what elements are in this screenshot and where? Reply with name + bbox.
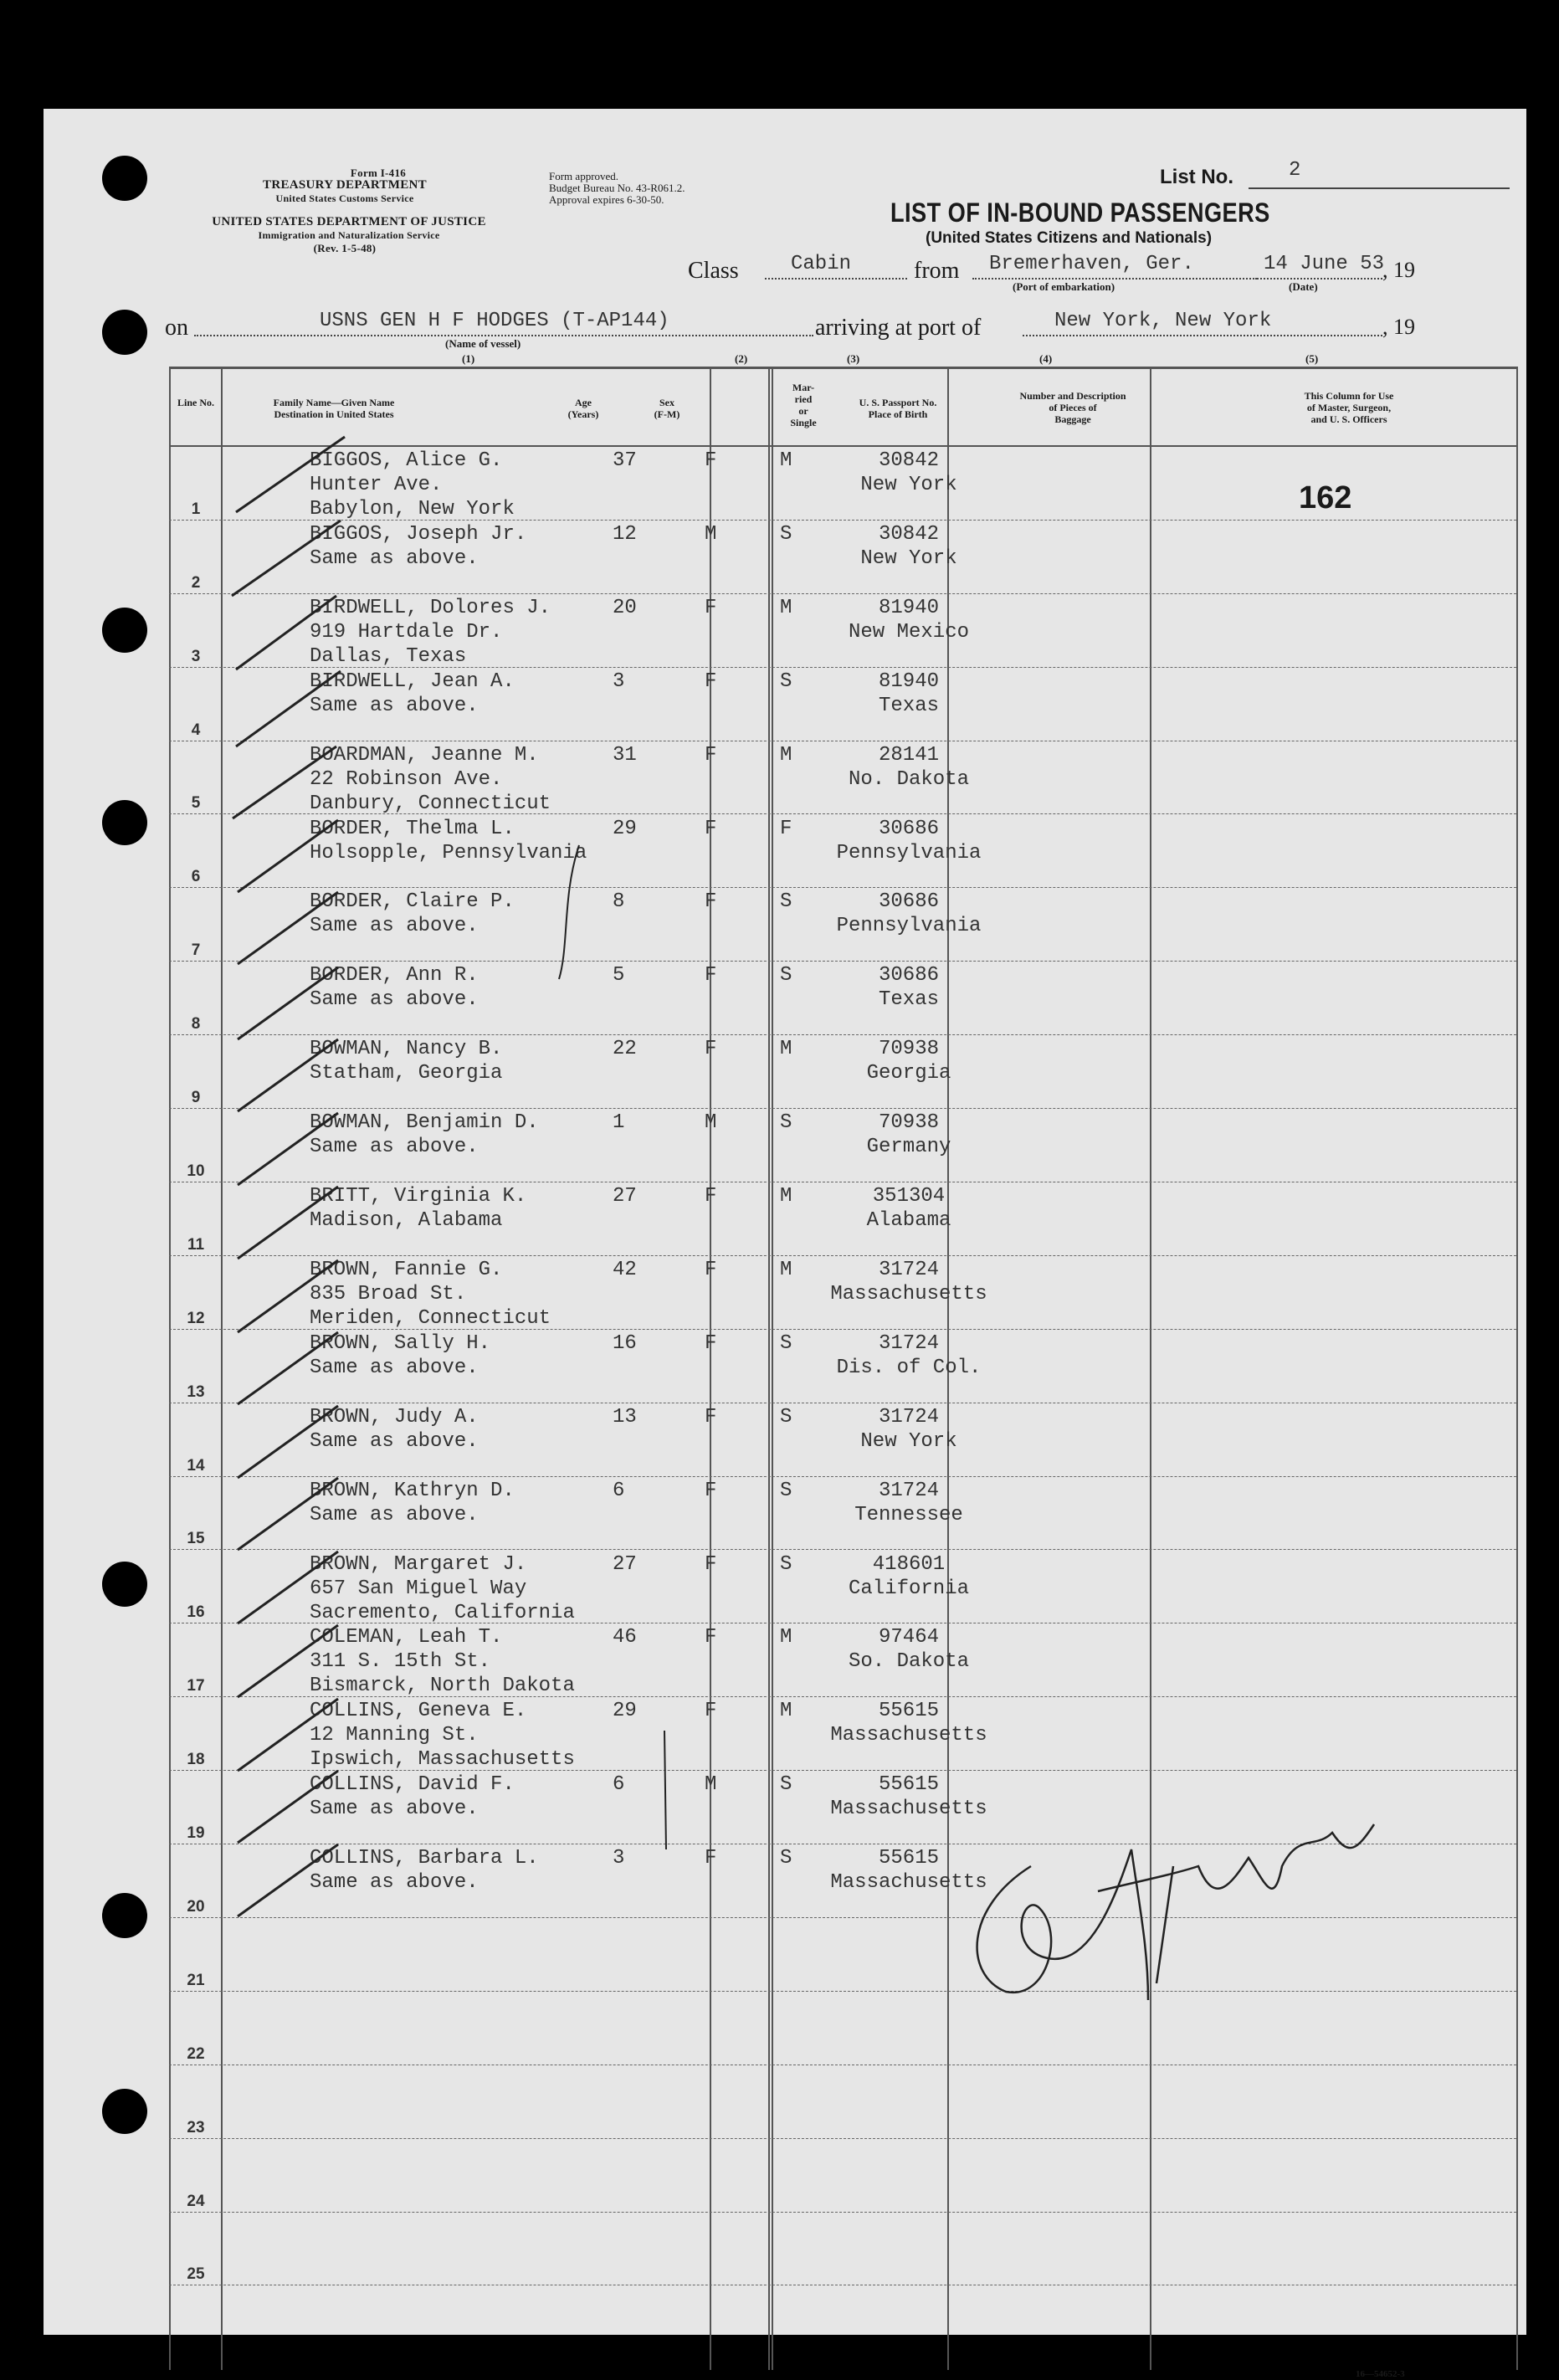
- age-cell: 27: [613, 1185, 637, 1208]
- passport-birthplace-cell: 30842 New York: [860, 449, 957, 496]
- marital-status-cell: S: [780, 1331, 792, 1355]
- line-number: 21: [187, 1971, 205, 1989]
- line-number: 17: [187, 1677, 205, 1695]
- col-header-name: Family Name—Given Name Destination in United States: [273, 397, 395, 420]
- marital-status-cell: F: [780, 817, 792, 840]
- sex-cell: F: [705, 669, 717, 693]
- sex-cell: F: [705, 964, 717, 987]
- age-cell: 22: [613, 1038, 637, 1061]
- marital-status-cell: M: [780, 743, 792, 767]
- passenger-name-destination: BROWN, Fannie G. 835 Broad St. Meriden, Connecticut: [310, 1258, 551, 1330]
- date-value: 14 June 53: [1264, 253, 1385, 275]
- line-number: 20: [187, 1897, 205, 1916]
- age-cell: 1: [613, 1111, 625, 1135]
- passport-birthplace-cell: 30686 Texas: [878, 964, 939, 1012]
- col-header-baggage: Number and Description of Pieces of Baggage: [1019, 390, 1126, 425]
- col-header-line: Line No.: [177, 397, 214, 408]
- passport-birthplace-cell: 81940 New Mexico: [848, 596, 970, 644]
- class-label: Class: [688, 258, 739, 284]
- sex-cell: M: [705, 1773, 717, 1797]
- age-cell: 42: [613, 1258, 637, 1281]
- age-cell: 6: [613, 1773, 625, 1797]
- passport-birthplace-cell: 31724 New York: [860, 1405, 957, 1453]
- passenger-name-destination: BORDER, Thelma L. Holsopple, Pennsylvania: [310, 817, 587, 864]
- passenger-name-destination: BOARDMAN, Jeanne M. 22 Robinson Ave. Danbury, Connecticut: [310, 743, 551, 815]
- col-num-2: (2): [735, 352, 748, 365]
- passenger-name-destination: COLEMAN, Leah T. 311 S. 15th St. Bismarck, North Dakota: [310, 1626, 575, 1698]
- line-number: 7: [191, 941, 201, 960]
- age-cell: 12: [613, 522, 637, 546]
- marital-status-cell: S: [780, 1552, 792, 1576]
- customs-service: United States Customs Service: [275, 192, 414, 204]
- check-marks: [44, 109, 1526, 2335]
- passport-birthplace-cell: 30686 Pennsylvania: [836, 890, 982, 938]
- passenger-name-destination: BOWMAN, Nancy B. Statham, Georgia: [310, 1038, 503, 1085]
- on-label: on: [165, 315, 188, 341]
- marital-status-cell: S: [780, 964, 792, 987]
- line-number: 3: [191, 647, 201, 665]
- list-no-label: List No.: [1160, 166, 1233, 188]
- line-number: 13: [187, 1382, 205, 1401]
- line-number: 24: [187, 2192, 205, 2210]
- passenger-name-destination: COLLINS, Barbara L. Same as above.: [310, 1847, 539, 1895]
- sex-cell: F: [705, 1038, 717, 1061]
- footer-code: 16—54652-3: [1356, 2369, 1405, 2379]
- sex-cell: F: [705, 449, 717, 472]
- date-suffix: , 19: [1382, 258, 1415, 282]
- line-number: 11: [187, 1235, 205, 1254]
- passport-birthplace-cell: 70938 Germany: [866, 1111, 951, 1159]
- line-number: 8: [191, 1015, 201, 1034]
- line-number: 2: [191, 573, 201, 592]
- line-number: 6: [191, 868, 201, 886]
- marital-status-cell: M: [780, 1626, 792, 1649]
- line-number: 5: [191, 794, 201, 813]
- marital-status-cell: M: [780, 1700, 792, 1723]
- marital-status-cell: M: [780, 1185, 792, 1208]
- passenger-name-destination: BROWN, Kathryn D. Same as above.: [310, 1479, 515, 1526]
- age-cell: 46: [613, 1626, 637, 1649]
- justice-dept: UNITED STATES DEPARTMENT OF JUSTICE: [212, 215, 486, 228]
- marital-status-cell: S: [780, 1405, 792, 1429]
- passenger-name-destination: BIRDWELL, Jean A. Same as above.: [310, 669, 515, 717]
- sex-cell: F: [705, 1847, 717, 1870]
- line-number: 4: [191, 721, 201, 739]
- marital-status-cell: M: [780, 596, 792, 619]
- arrival-suffix: , 19: [1382, 315, 1415, 339]
- passport-birthplace-cell: 55615 Massachusetts: [830, 1773, 987, 1821]
- date-caption: (Date): [1289, 280, 1318, 293]
- page-title: LIST OF IN-BOUND PASSENGERS: [890, 197, 1270, 228]
- passport-birthplace-cell: 70938 Georgia: [866, 1038, 951, 1085]
- class-value: Cabin: [791, 253, 852, 275]
- treasury-dept: TREASURY DEPARTMENT: [263, 178, 427, 192]
- age-cell: 29: [613, 817, 637, 840]
- revision: (Rev. 1-5-48): [313, 242, 377, 254]
- sex-cell: F: [705, 1700, 717, 1723]
- marital-status-cell: M: [780, 1038, 792, 1061]
- line-number: 12: [187, 1309, 205, 1327]
- age-cell: 13: [613, 1405, 637, 1429]
- passport-birthplace-cell: 30686 Pennsylvania: [836, 817, 982, 864]
- marital-status-cell: M: [780, 1258, 792, 1281]
- age-cell: 5: [613, 964, 625, 987]
- sex-cell: F: [705, 817, 717, 840]
- passport-birthplace-cell: 97464 So. Dakota: [848, 1626, 970, 1674]
- vessel-name: USNS GEN H F HODGES (T-AP144): [320, 310, 669, 332]
- age-cell: 6: [613, 1479, 625, 1502]
- line-number: 14: [187, 1456, 205, 1475]
- approval-expires: Approval expires 6-30-50.: [549, 193, 664, 206]
- manifest-sheet: [44, 109, 1526, 2379]
- ins-service: Immigration and Naturalization Service: [258, 229, 440, 241]
- line-number: 1: [191, 500, 201, 518]
- passport-birthplace-cell: 81940 Texas: [878, 669, 939, 717]
- age-cell: 27: [613, 1552, 637, 1576]
- vessel-caption: (Name of vessel): [445, 337, 521, 350]
- age-cell: 37: [613, 449, 637, 472]
- col-num-4: (4): [1039, 352, 1053, 365]
- arriving-label: arriving at port of: [815, 315, 982, 341]
- passport-birthplace-cell: 418601 California: [848, 1552, 970, 1600]
- line-number: 22: [187, 2044, 205, 2063]
- from-value: Bremerhaven, Ger.: [989, 253, 1194, 275]
- age-cell: 16: [613, 1331, 637, 1355]
- line-number: 25: [187, 2265, 205, 2284]
- from-label: from: [914, 258, 960, 284]
- sex-cell: F: [705, 596, 717, 619]
- col-num-1: (1): [462, 352, 475, 365]
- col-num-5: (5): [1305, 352, 1319, 365]
- passport-birthplace-cell: 351304 Alabama: [866, 1185, 951, 1232]
- col-header-officers: This Column for Use of Master, Surgeon, and U. S. Officers: [1304, 390, 1394, 425]
- age-cell: 3: [613, 1847, 625, 1870]
- age-cell: 20: [613, 596, 637, 619]
- sex-cell: F: [705, 1331, 717, 1355]
- list-no-value: 2: [1289, 159, 1301, 182]
- age-cell: 31: [613, 743, 637, 767]
- form-number: Form I-416: [350, 167, 407, 179]
- marital-status-cell: S: [780, 1111, 792, 1135]
- line-number: 19: [187, 1824, 205, 1843]
- col-header-passport: U. S. Passport No. Place of Birth: [859, 397, 937, 420]
- form-approved: Form approved.: [549, 170, 619, 182]
- port-caption: (Port of embarkation): [1013, 280, 1115, 293]
- passenger-name-destination: BIRDWELL, Dolores J. 919 Hartdale Dr. Dallas, Texas: [310, 596, 551, 668]
- arrival-port: New York, New York: [1054, 310, 1272, 332]
- marital-status-cell: S: [780, 1773, 792, 1797]
- sex-cell: F: [705, 890, 717, 914]
- passenger-name-destination: COLLINS, Geneva E. 12 Manning St. Ipswich, Massachusetts: [310, 1700, 575, 1772]
- age-cell: 29: [613, 1700, 637, 1723]
- line-number: 15: [187, 1530, 205, 1548]
- sex-cell: F: [705, 1405, 717, 1429]
- passenger-name-destination: BORDER, Claire P. Same as above.: [310, 890, 515, 938]
- passenger-name-destination: BOWMAN, Benjamin D. Same as above.: [310, 1111, 539, 1159]
- col-header-married: Mar- ried or Single: [790, 382, 817, 428]
- marital-status-cell: S: [780, 669, 792, 693]
- official-signature: [977, 1824, 1374, 2000]
- passenger-name-destination: BROWN, Margaret J. 657 San Miguel Way Sacremento, California: [310, 1552, 575, 1624]
- budget-bureau: Budget Bureau No. 43-R061.2.: [549, 182, 685, 194]
- passenger-name-destination: BIGGOS, Alice G. Hunter Ave. Babylon, New York: [310, 449, 515, 521]
- col-header-age: Age (Years): [567, 397, 599, 420]
- sex-cell: M: [705, 522, 717, 546]
- sex-cell: F: [705, 1479, 717, 1502]
- age-cell: 8: [613, 890, 625, 914]
- line-number: 18: [187, 1751, 205, 1769]
- line-number: 23: [187, 2118, 205, 2136]
- marital-status-cell: S: [780, 890, 792, 914]
- passenger-name-destination: BROWN, Judy A. Same as above.: [310, 1405, 479, 1453]
- passenger-name-destination: BRITT, Virginia K. Madison, Alabama: [310, 1185, 527, 1232]
- line-number: 16: [187, 1603, 205, 1622]
- page-subtitle: (United States Citizens and Nationals): [926, 229, 1213, 247]
- marital-status-cell: S: [780, 522, 792, 546]
- passport-birthplace-cell: 30842 New York: [860, 522, 957, 570]
- marital-status-cell: M: [780, 449, 792, 472]
- passport-birthplace-cell: 55615 Massachusetts: [830, 1847, 987, 1895]
- sex-cell: M: [705, 1111, 717, 1135]
- passenger-name-destination: BROWN, Sally H. Same as above.: [310, 1331, 491, 1379]
- marital-status-cell: S: [780, 1847, 792, 1870]
- line-number: 9: [191, 1089, 201, 1107]
- line-number: 10: [187, 1162, 205, 1180]
- marital-status-cell: S: [780, 1479, 792, 1502]
- sex-cell: F: [705, 1626, 717, 1649]
- sex-cell: F: [705, 1185, 717, 1208]
- passport-birthplace-cell: 55615 Massachusetts: [830, 1700, 987, 1747]
- col-num-3: (3): [847, 352, 860, 365]
- age-cell: 3: [613, 669, 625, 693]
- passport-birthplace-cell: 28141 No. Dakota: [848, 743, 970, 791]
- sex-cell: F: [705, 1552, 717, 1576]
- sex-cell: F: [705, 743, 717, 767]
- stamp-number: 162: [1299, 480, 1352, 515]
- passenger-name-destination: COLLINS, David F. Same as above.: [310, 1773, 515, 1821]
- col-header-sex: Sex (F-M): [654, 397, 680, 420]
- passport-birthplace-cell: 31724 Tennessee: [854, 1479, 963, 1526]
- passenger-name-destination: BIGGOS, Joseph Jr. Same as above.: [310, 522, 527, 570]
- passport-birthplace-cell: 31724 Dis. of Col.: [836, 1331, 982, 1379]
- sex-cell: F: [705, 1258, 717, 1281]
- passenger-name-destination: BORDER, Ann R. Same as above.: [310, 964, 479, 1012]
- passport-birthplace-cell: 31724 Massachusetts: [830, 1258, 987, 1305]
